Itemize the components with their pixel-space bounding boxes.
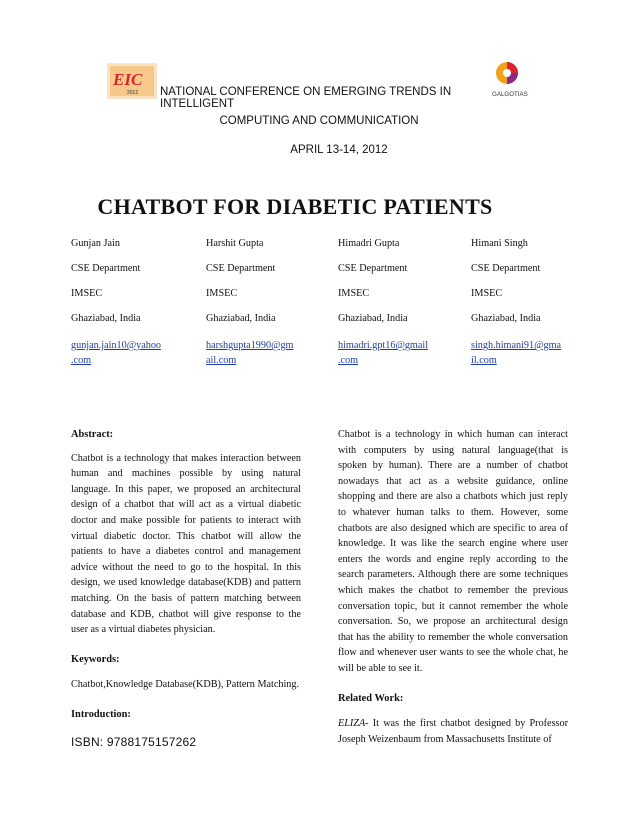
abstract-text: Chatbot is a technology that makes interaction between human and machines possible by using natural language. In this paper, we proposed an architectural design of a chatbot that will act as a virtual diabetic doctor and make possible for patients to interact with virtual diabetic doctor. This chatbot will allow the patients to have a diabetes control and management advice without the need to go to the hospital. In this design, we used knowledge database(KDB) and pattern matching. On the basis of pattern matching between database and KDB, chatbot will give response to the user as a virtual diabetes physician. — [71, 452, 301, 636]
author-department: CSE Department — [338, 263, 408, 274]
conference-line-1: NATIONAL CONFERENCE ON EMERGING TRENDS IN INTELLIGENT — [160, 86, 452, 110]
eic-logo-year: 2012 — [127, 90, 139, 96]
author-email-link[interactable] — [71, 338, 181, 368]
author-email-part-1: singh.himani91@gma — [471, 340, 562, 351]
left-column — [71, 427, 301, 723]
author-email-part-1: gunjan.jain10@yahoo — [71, 340, 162, 351]
author-email-part-2: .com — [338, 355, 359, 366]
eliza-label: ELIZA — [338, 718, 366, 730]
author-email-link[interactable] — [206, 338, 316, 368]
eic-logo — [107, 63, 157, 99]
author-city: Ghaziabad, India — [471, 313, 541, 324]
author-institute: IMSEC — [71, 288, 103, 299]
galgotias-logo — [492, 58, 552, 102]
author-name: Harshit Gupta — [206, 238, 264, 249]
author-department: CSE Department — [471, 263, 541, 274]
right-column — [338, 427, 568, 747]
author-email-part-1: harshgupta1990@gm — [206, 340, 294, 351]
author-city: Ghaziabad, India — [71, 313, 141, 324]
author-email-part-1: himadri.gpt16@gmail — [338, 340, 429, 351]
author-email-link[interactable] — [471, 338, 581, 368]
author-department: CSE Department — [71, 263, 141, 274]
author-email-part-2: il.com — [471, 355, 497, 366]
conference-date: APRIL 13-14, 2012 — [290, 144, 388, 156]
author-name: Himadri Gupta — [338, 238, 400, 249]
author-department: CSE Department — [206, 263, 276, 274]
introduction-text: Chatbot is a technology in which human can interact with computers by using natural language(that is spoken by human). There are a number of chatbot nowadays that act as a website guidance, online shopping and there are also a chatbots which just reply to whatever human talks to them. However, some chatbots are also designed which are specific to area of knowledge. It was like the search engine where user enters the words and engine reply according to the search parameters. Although there are some techniques which makes the chatbot to remember the previous conversation topic, but it cannot remember the whole conversation. So, we propose an architectural design that has the ability to remember the whole conversation flow and whenever user wants to see the whole chat, he will be able to see it. — [338, 429, 568, 674]
author-email-part-2: ail.com — [206, 355, 237, 366]
conference-line-2: COMPUTING AND COMMUNICATION — [219, 115, 419, 127]
author-name: Gunjan Jain — [71, 238, 120, 249]
eic-logo-text: EIC — [113, 70, 143, 89]
author-institute: IMSEC — [338, 288, 370, 299]
eliza-text: - It was the first chatbot designed by Professor Joseph Weizenbaum from Massachusetts Institute of — [338, 718, 568, 745]
abstract-heading: Abstract: — [71, 429, 114, 440]
galgotias-logo-text: GALGOTIAS — [492, 91, 528, 98]
author-email-part-2: .com — [71, 355, 92, 366]
author-block — [471, 238, 581, 368]
related-work-heading: Related Work: — [338, 692, 404, 704]
author-city: Ghaziabad, India — [206, 313, 276, 324]
keywords-text: Chatbot,Knowledge Database(KDB), Pattern Matching. — [71, 679, 300, 691]
introduction-heading: Introduction: — [71, 708, 131, 720]
keywords-heading: Keywords: — [71, 653, 120, 665]
author-block — [338, 238, 448, 368]
author-email-link[interactable] — [338, 338, 448, 368]
isbn-footer: ISBN: 9788175157262 — [71, 735, 197, 749]
author-institute: IMSEC — [471, 288, 503, 299]
eliza-paragraph — [338, 716, 568, 747]
author-name: Himani Singh — [471, 238, 528, 249]
author-institute: IMSEC — [206, 288, 238, 299]
author-block — [71, 238, 181, 368]
author-block — [206, 238, 316, 368]
paper-title: CHATBOT FOR DIABETIC PATIENTS — [97, 194, 493, 219]
author-city: Ghaziabad, India — [338, 313, 408, 324]
